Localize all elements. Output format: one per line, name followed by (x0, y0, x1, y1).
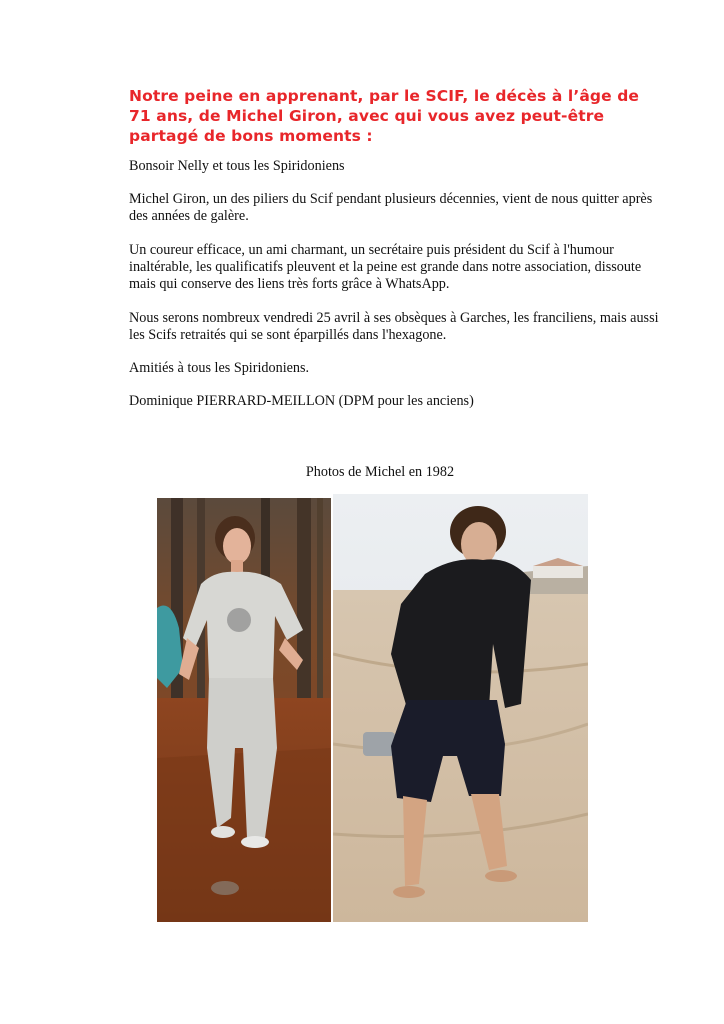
signature: Dominique PIERRARD-MEILLON (DPM pour les anciens) (129, 393, 474, 409)
photo-caption: Photos de Michel en 1982 (305, 464, 455, 480)
paragraph-announcement: Michel Giron, un des piliers du Scif pendant plusieurs décennies, vient de nous quitter après des années de galère. (129, 191, 653, 224)
photo-beach (333, 494, 588, 922)
paragraph-funeral: Nous serons nombreux vendredi 25 avril à ses obsèques à Garches, les franciliens, mais aussi les Scifs retraités qui se sont éparpillés dans l'hexagone. (129, 310, 659, 343)
greeting: Bonsoir Nelly et tous les Spiridoniens (129, 158, 345, 174)
paragraph-closing: Amitiés à tous les Spiridoniens. (129, 360, 310, 376)
photo-running (157, 498, 331, 922)
paragraph-tribute: Un coureur efficace, un ami charmant, un secrétaire puis président du Scif à l'humour inaltérable, les qualificatifs pleuvent et la peine est grande dans notre association, dissoute mais qui conserve des liens très forts grâce à WhatsApp. (129, 242, 642, 292)
headline: Notre peine en apprenant, par le SCIF, le décès à l’âge de 71 ans, de Michel Giron, avec qui vous avez peut-être partagé de bons moments : (129, 87, 640, 145)
